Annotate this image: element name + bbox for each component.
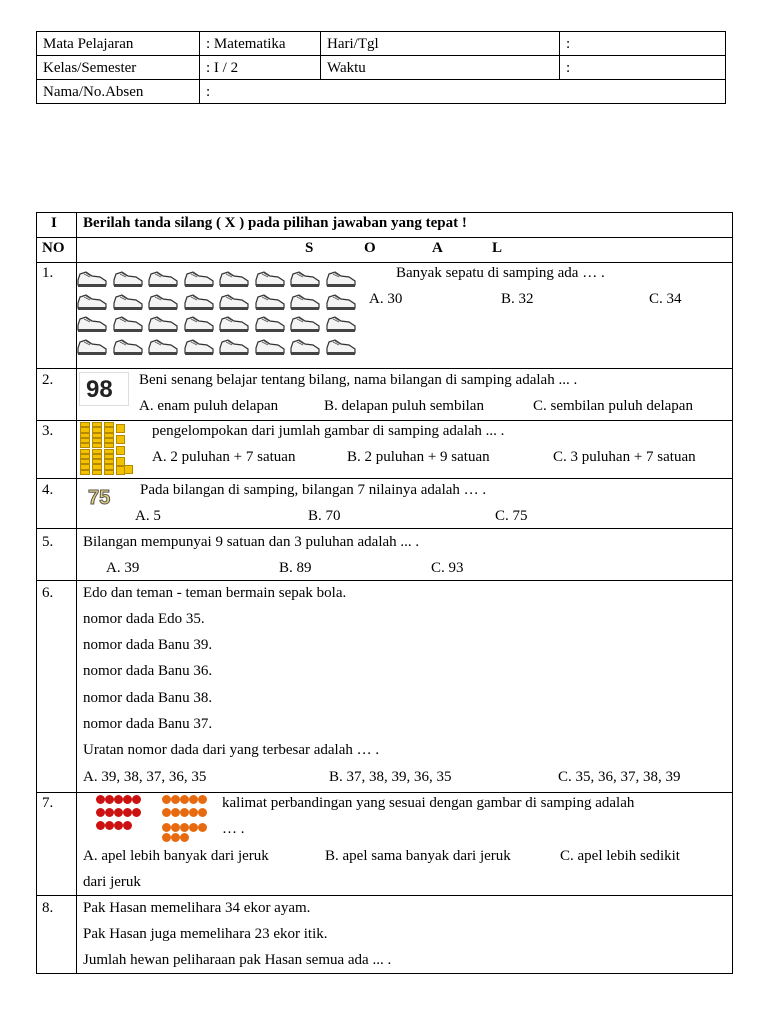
question-4-option-a: A. 5 bbox=[135, 508, 161, 524]
question-6-option-c: C. 35, 36, 37, 38, 39 bbox=[558, 769, 681, 785]
question-2-option-a: A. enam puluh delapan bbox=[139, 398, 279, 414]
shoe-icon bbox=[112, 268, 144, 289]
apple-icon bbox=[105, 795, 114, 804]
shoe-icon bbox=[289, 291, 321, 312]
shoe-icon bbox=[112, 336, 144, 357]
orange-icon bbox=[171, 795, 180, 804]
orange-icon bbox=[189, 795, 198, 804]
question-4-option-b: B. 70 bbox=[308, 508, 341, 524]
orange-icon bbox=[180, 833, 189, 842]
shoe-icon bbox=[325, 291, 357, 312]
orange-icon bbox=[162, 795, 171, 804]
question-7-number: 7. bbox=[42, 795, 54, 811]
orange-icon bbox=[171, 823, 180, 832]
shoe-icon bbox=[289, 268, 321, 289]
question-7-text: kalimat perbandingan yang sesuai dengan gambar di samping adalah bbox=[222, 795, 635, 811]
apples-oranges-image bbox=[96, 795, 212, 843]
apple-icon bbox=[114, 808, 123, 817]
orange-icon bbox=[180, 808, 189, 817]
header-table bbox=[36, 31, 726, 104]
question-8-line: Pak Hasan juga memelihara 23 ekor itik. bbox=[83, 926, 328, 942]
orange-icon bbox=[180, 795, 189, 804]
apple-icon bbox=[123, 795, 132, 804]
question-5-option-c: C. 93 bbox=[431, 560, 464, 576]
question-6-option-b: B. 37, 38, 39, 36, 35 bbox=[329, 769, 452, 785]
orange-icon bbox=[198, 808, 207, 817]
apple-icon bbox=[96, 808, 105, 817]
question-4-number: 4. bbox=[42, 482, 54, 498]
section-instruction: Berilah tanda silang ( X ) pada pilihan jawaban yang tepat ! bbox=[83, 215, 467, 231]
question-8-number: 8. bbox=[42, 900, 54, 916]
shoe-icon bbox=[218, 291, 250, 312]
question-5-option-a: A. 39 bbox=[106, 560, 140, 576]
shoe-icon bbox=[254, 291, 286, 312]
question-6-line: Uratan nomor dada dari yang terbesar adalah … . bbox=[83, 742, 380, 758]
block-icon bbox=[116, 424, 125, 433]
value-class: : I / 2 bbox=[200, 56, 321, 80]
value-day-date: : bbox=[560, 32, 726, 56]
apple-icon bbox=[132, 795, 141, 804]
apple-icon bbox=[114, 795, 123, 804]
apple-icon bbox=[123, 808, 132, 817]
shoe-icon bbox=[254, 313, 286, 334]
question-8-line: Pak Hasan memelihara 34 ekor ayam. bbox=[83, 900, 311, 916]
value-subject: : Matematika bbox=[200, 32, 321, 56]
shoe-icon bbox=[218, 336, 250, 357]
shoe-icon bbox=[254, 336, 286, 357]
question-1-option-b: B. 32 bbox=[501, 291, 534, 307]
orange-icon bbox=[162, 823, 171, 832]
label-class: Kelas/Semester bbox=[37, 56, 200, 80]
question-6-line: nomor dada Banu 38. bbox=[83, 690, 213, 706]
apple-icon bbox=[105, 808, 114, 817]
section-number: I bbox=[51, 215, 57, 231]
question-1-text: Banyak sepatu di samping ada … . bbox=[396, 265, 605, 281]
block-icon bbox=[92, 470, 102, 475]
shoe-icon bbox=[325, 268, 357, 289]
apple-icon bbox=[132, 808, 141, 817]
label-time: Waktu bbox=[321, 56, 560, 80]
column-no: NO bbox=[42, 240, 65, 256]
question-8-line: Jumlah hewan peliharaan pak Hasan semua ada ... . bbox=[83, 952, 392, 968]
question-3-text: pengelompokan dari jumlah gambar di samping adalah ... . bbox=[152, 423, 505, 439]
block-icon bbox=[80, 470, 90, 475]
shoe-icon bbox=[218, 268, 250, 289]
value-name: : bbox=[200, 80, 726, 104]
shoe-icon bbox=[289, 313, 321, 334]
apple-icon bbox=[105, 821, 114, 830]
apple-icon bbox=[96, 821, 105, 830]
question-7-option-c-wrap: dari jeruk bbox=[83, 874, 141, 890]
orange-icon bbox=[189, 808, 198, 817]
question-6-line: nomor dada Banu 37. bbox=[83, 716, 213, 732]
shoe-icon bbox=[76, 291, 108, 312]
orange-icon bbox=[162, 833, 171, 842]
shoe-icon bbox=[325, 336, 357, 357]
shoe-icon bbox=[112, 313, 144, 334]
block-icon bbox=[124, 465, 133, 474]
question-3-option-c: C. 3 puluhan + 7 satuan bbox=[553, 449, 696, 465]
question-6-line: nomor dada Banu 36. bbox=[83, 663, 213, 679]
label-name: Nama/No.Absen bbox=[37, 80, 200, 104]
question-2-text: Beni senang belajar tentang bilang, nama bilangan di samping adalah ... . bbox=[139, 372, 578, 388]
apple-icon bbox=[123, 821, 132, 830]
question-3-option-b: B. 2 puluhan + 9 satuan bbox=[347, 449, 490, 465]
value-time: : bbox=[560, 56, 726, 80]
orange-icon bbox=[198, 795, 207, 804]
question-3-number: 3. bbox=[42, 423, 54, 439]
orange-icon bbox=[198, 823, 207, 832]
shoes-image bbox=[76, 268, 362, 358]
shoe-icon bbox=[76, 313, 108, 334]
question-2-option-c: C. sembilan puluh delapan bbox=[533, 398, 693, 414]
question-5-option-b: B. 89 bbox=[279, 560, 312, 576]
question-7-option-c: C. apel lebih sedikit bbox=[560, 848, 680, 864]
question-1-option-c: C. 34 bbox=[649, 291, 682, 307]
shoe-icon bbox=[254, 268, 286, 289]
question-6-line: nomor dada Edo 35. bbox=[83, 611, 205, 627]
block-icon bbox=[104, 470, 114, 475]
question-4-text: Pada bilangan di samping, bilangan 7 nilainya adalah … . bbox=[140, 482, 487, 498]
column-soal-o: O bbox=[364, 240, 376, 256]
question-3-option-a: A. 2 puluhan + 7 satuan bbox=[152, 449, 296, 465]
question-5-number: 5. bbox=[42, 534, 54, 550]
apple-icon bbox=[114, 821, 123, 830]
shoe-icon bbox=[76, 268, 108, 289]
orange-icon bbox=[171, 833, 180, 842]
number-98-image: 98 bbox=[79, 372, 129, 406]
label-day-date: Hari/Tgl bbox=[321, 32, 560, 56]
question-1-option-a: A. 30 bbox=[369, 291, 403, 307]
label-subject: Mata Pelajaran bbox=[37, 32, 200, 56]
block-icon bbox=[116, 435, 125, 444]
shoe-icon bbox=[183, 268, 215, 289]
orange-icon bbox=[189, 823, 198, 832]
base-ten-blocks-image bbox=[80, 422, 132, 476]
apple-icon bbox=[96, 795, 105, 804]
question-2-number: 2. bbox=[42, 372, 54, 388]
shoe-icon bbox=[112, 291, 144, 312]
shoe-icon bbox=[325, 313, 357, 334]
question-6-number: 6. bbox=[42, 585, 54, 601]
shoe-icon bbox=[76, 336, 108, 357]
column-soal-a: A bbox=[432, 240, 443, 256]
block-icon bbox=[116, 466, 125, 475]
question-2-option-b: B. delapan puluh sembilan bbox=[324, 398, 484, 414]
shoe-icon bbox=[147, 268, 179, 289]
shoe-icon bbox=[183, 336, 215, 357]
shoe-icon bbox=[147, 291, 179, 312]
orange-icon bbox=[180, 823, 189, 832]
shoe-icon bbox=[289, 336, 321, 357]
question-4-option-c: C. 75 bbox=[495, 508, 528, 524]
question-1-number: 1. bbox=[42, 265, 54, 281]
shoe-icon bbox=[147, 336, 179, 357]
number-75-image: 75 bbox=[88, 487, 111, 509]
question-6-line: nomor dada Banu 39. bbox=[83, 637, 213, 653]
orange-icon bbox=[171, 808, 180, 817]
question-5-text: Bilangan mempunyai 9 satuan dan 3 puluhan adalah ... . bbox=[83, 534, 420, 550]
question-7-option-a: A. apel lebih banyak dari jeruk bbox=[83, 848, 269, 864]
question-6-option-a: A. 39, 38, 37, 36, 35 bbox=[83, 769, 207, 785]
question-7-text-cont: … . bbox=[222, 821, 245, 837]
orange-icon bbox=[162, 808, 171, 817]
question-6-line: Edo dan teman - teman bermain sepak bola. bbox=[83, 585, 347, 601]
shoe-icon bbox=[183, 313, 215, 334]
block-icon bbox=[116, 446, 125, 455]
column-soal-s: S bbox=[305, 240, 314, 256]
shoe-icon bbox=[147, 313, 179, 334]
shoe-icon bbox=[218, 313, 250, 334]
shoe-icon bbox=[183, 291, 215, 312]
column-soal-l: L bbox=[492, 240, 503, 256]
question-7-option-b: B. apel sama banyak dari jeruk bbox=[325, 848, 511, 864]
